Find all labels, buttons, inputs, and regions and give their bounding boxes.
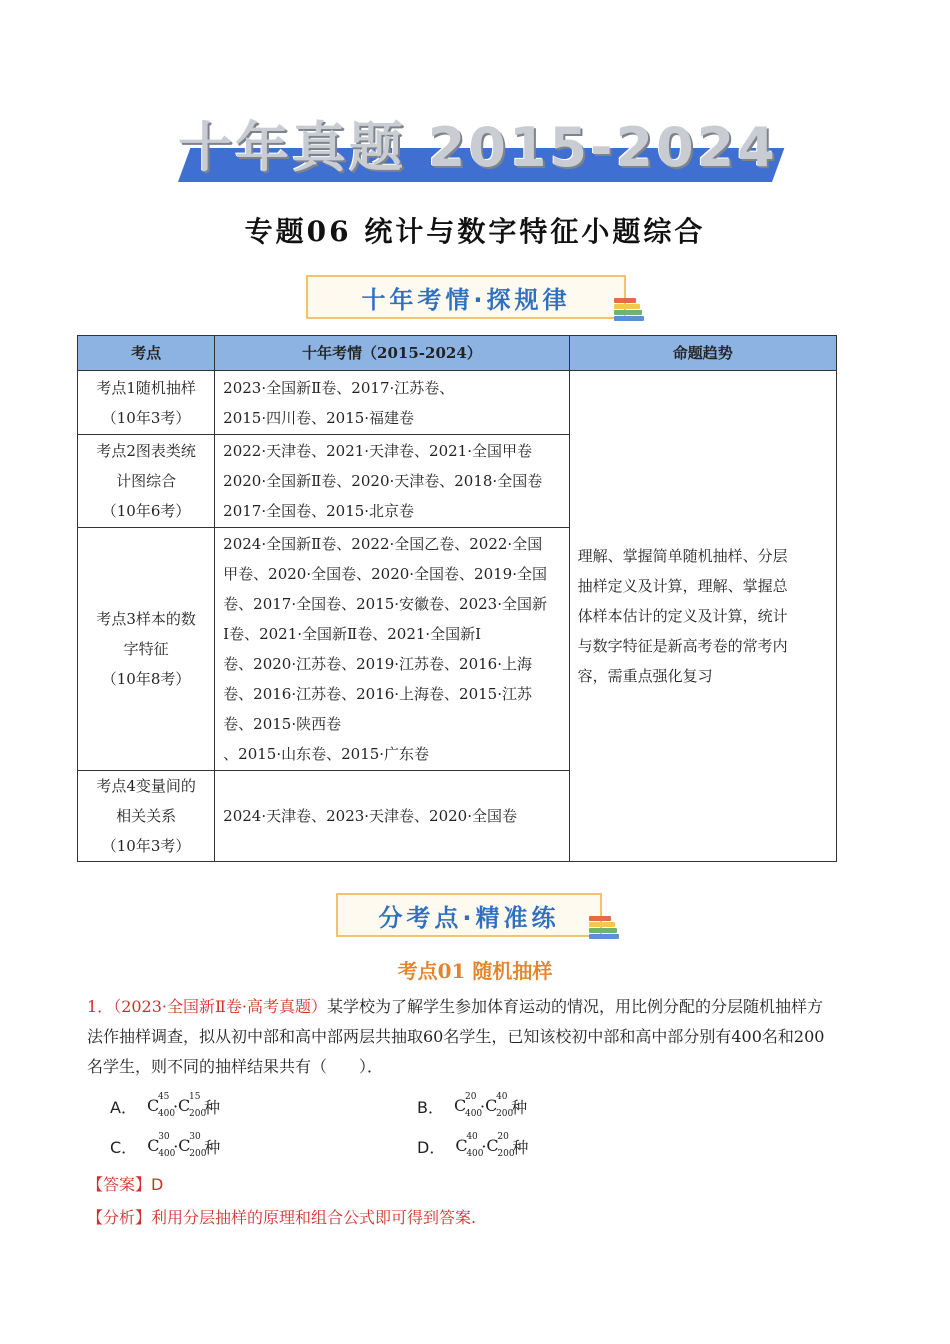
topic-cell [78,771,215,862]
comb-n: 400 [464,1109,483,1119]
exams-line: 卷、2017·全国卷、2015·安徽卷、2023·全国新 [223,595,547,613]
answer-value: D [151,1175,164,1194]
question-1 [87,992,867,1082]
topic-line: 考点3样本的数 [96,610,196,628]
header-trend: 命题趋势 [569,336,836,371]
topic-line: （10年3考） [101,408,191,427]
exams-line: 2024·全国新Ⅱ卷、2022·全国乙卷、2022·全国 [223,535,543,553]
exams-line: Ⅰ卷、2021·全国新Ⅱ卷、2021·全国新Ⅰ [223,625,482,643]
trend-line: 抽样定义及计算，理解、掌握总 [577,577,788,595]
option-label: D． [417,1137,446,1157]
topic-line: 考点1随机抽样 [96,378,196,397]
option-c[interactable]: C． C 30 400 · C 30 200 种 [110,1132,221,1159]
banner [178,116,778,184]
topic-line: 计图综合 [116,472,177,490]
combination: C 20 400 [453,1092,483,1119]
table-row [78,371,837,435]
comb-k: 45 [157,1092,170,1102]
exams-line: 2023·全国新Ⅱ卷、2017·江苏卷、 [223,378,455,397]
option-a[interactable]: A． C 45 400 · C 15 200 种 [110,1092,221,1119]
exams-line: 卷、2015·陕西卷 [223,715,342,733]
exams-line: 2022·天津卷、2021·天津卷、2021·全国甲卷 [223,442,532,460]
exams-cell [215,435,569,528]
combination: C 40 200 [485,1092,514,1119]
combination: C 30 400 [147,1132,176,1159]
option-b[interactable]: B． C 20 400 · C 40 200 种 [417,1092,528,1119]
comb-k: 30 [158,1132,170,1142]
topic-line: 考点4变量间的 [96,777,196,795]
exams-line: 卷、2020·江苏卷、2019·江苏卷、2016·上海 [223,655,532,673]
combination: C 45 400 [146,1092,176,1119]
trend-line: 容，需重点强化复习 [577,667,713,685]
trend-line: 体样本估计的定义及计算，统计 [577,607,788,625]
comb-k: 30 [189,1132,201,1142]
exam-trends-table [77,335,837,862]
exams-line: 2020·全国新Ⅱ卷、2020·天津卷、2018·全国卷 [223,472,543,490]
topic-cell [78,371,215,435]
section-heading-trends [306,275,626,319]
books-icon [589,916,619,940]
section-heading-practice-label: 分考点·精准练 [378,903,560,932]
comb-k: 40 [466,1132,478,1142]
question-line: 法作抽样调查，拟从初中部和高中部两层共抽取60名学生，已知该校初中部和高中部分别有400名和200 [87,1027,825,1046]
exams-line: 、2015·山东卷、2015·广东卷 [223,745,430,763]
comb-k: 20 [464,1092,477,1102]
topic-cell [78,528,215,771]
comb-n: 200 [497,1149,515,1159]
document-title: 专题06 统计与数字特征小题综合 [244,215,706,248]
option-label: C． [110,1137,138,1157]
question-line [87,992,867,1022]
comb-n: 400 [466,1149,484,1159]
option-unit: 种 [204,1137,221,1157]
option-unit: 种 [204,1097,221,1117]
section-heading-trends-label: 十年考情·探规律 [361,285,571,314]
comb-n: 400 [157,1109,176,1119]
question-text: 某学校为了解学生参加体育运动的情况，用比例分配的分层随机抽样方 [326,997,823,1016]
comb-n: 200 [189,1149,207,1159]
topic-cell [78,435,215,528]
comb-k: 15 [189,1092,201,1102]
banner-text: 十年真题 2015-2024 [178,116,778,179]
exams-line: 2024·天津卷、2023·天津卷、2020·全国卷 [223,807,517,825]
exams-cell [215,528,569,771]
option-unit: 种 [511,1097,528,1117]
topic-line: 考点2图表类统 [96,442,196,460]
combination: C 20 200 [486,1132,515,1159]
option-d[interactable]: D． C 40 400 · C 20 200 种 [417,1132,529,1159]
comb-n: 200 [496,1109,514,1119]
section-heading-practice [336,893,602,937]
combination: C 40 400 [455,1132,484,1159]
topic-line: （10年8考） [101,670,191,688]
option-label: B． [417,1097,444,1117]
answer-line [87,1172,163,1195]
topic-line: 相关关系 [116,807,177,825]
question-number: 1． [87,997,114,1016]
header-exams: 十年考情（2015-2024） [215,336,569,371]
exams-line: 2015·四川卷、2015·福建卷 [223,408,415,427]
kaodian-title: 考点01 随机抽样 [397,959,553,983]
exams-line: 甲卷、2020·全国卷、2020·全国卷、2019·全国 [223,565,547,583]
analysis-line [87,1205,476,1228]
books-icon [614,298,644,322]
topic-line: 字特征 [123,640,169,658]
comb-k: 40 [496,1092,508,1102]
combination: C 15 200 [178,1092,207,1119]
exams-cell [215,771,569,862]
comb-n: 200 [189,1109,207,1119]
analysis-text: 利用分层抽样的原理和组合公式即可得到答案. [151,1208,477,1227]
comb-n: 400 [158,1149,176,1159]
trend-line: 与数字特征是新高考卷的常考内 [577,637,788,655]
option-unit: 种 [512,1137,529,1157]
topic-line: （10年6考） [101,502,191,520]
exams-cell [215,371,569,435]
exams-line: 卷、2016·江苏卷、2016·上海卷、2015·江苏 [223,685,532,703]
exams-line: 2017·全国卷、2015·北京卷 [223,502,415,520]
topic-line: （10年3考） [101,837,191,855]
question-line: 名学生，则不同的抽样结果共有（ ）． [87,1057,384,1076]
trend-line: 理解、掌握简单随机抽样、分层 [577,547,788,565]
header-topic: 考点 [78,336,215,371]
table-header-row [78,336,837,371]
analysis-tag: 【分析】 [87,1208,152,1227]
answer-tag: 【答案】 [87,1175,152,1194]
option-label: A． [110,1097,137,1117]
combination: C 30 200 [178,1132,207,1159]
question-source: （2023·全国新Ⅱ卷·高考真题） [113,997,327,1016]
comb-k: 20 [497,1132,509,1142]
trend-cell [569,371,836,862]
